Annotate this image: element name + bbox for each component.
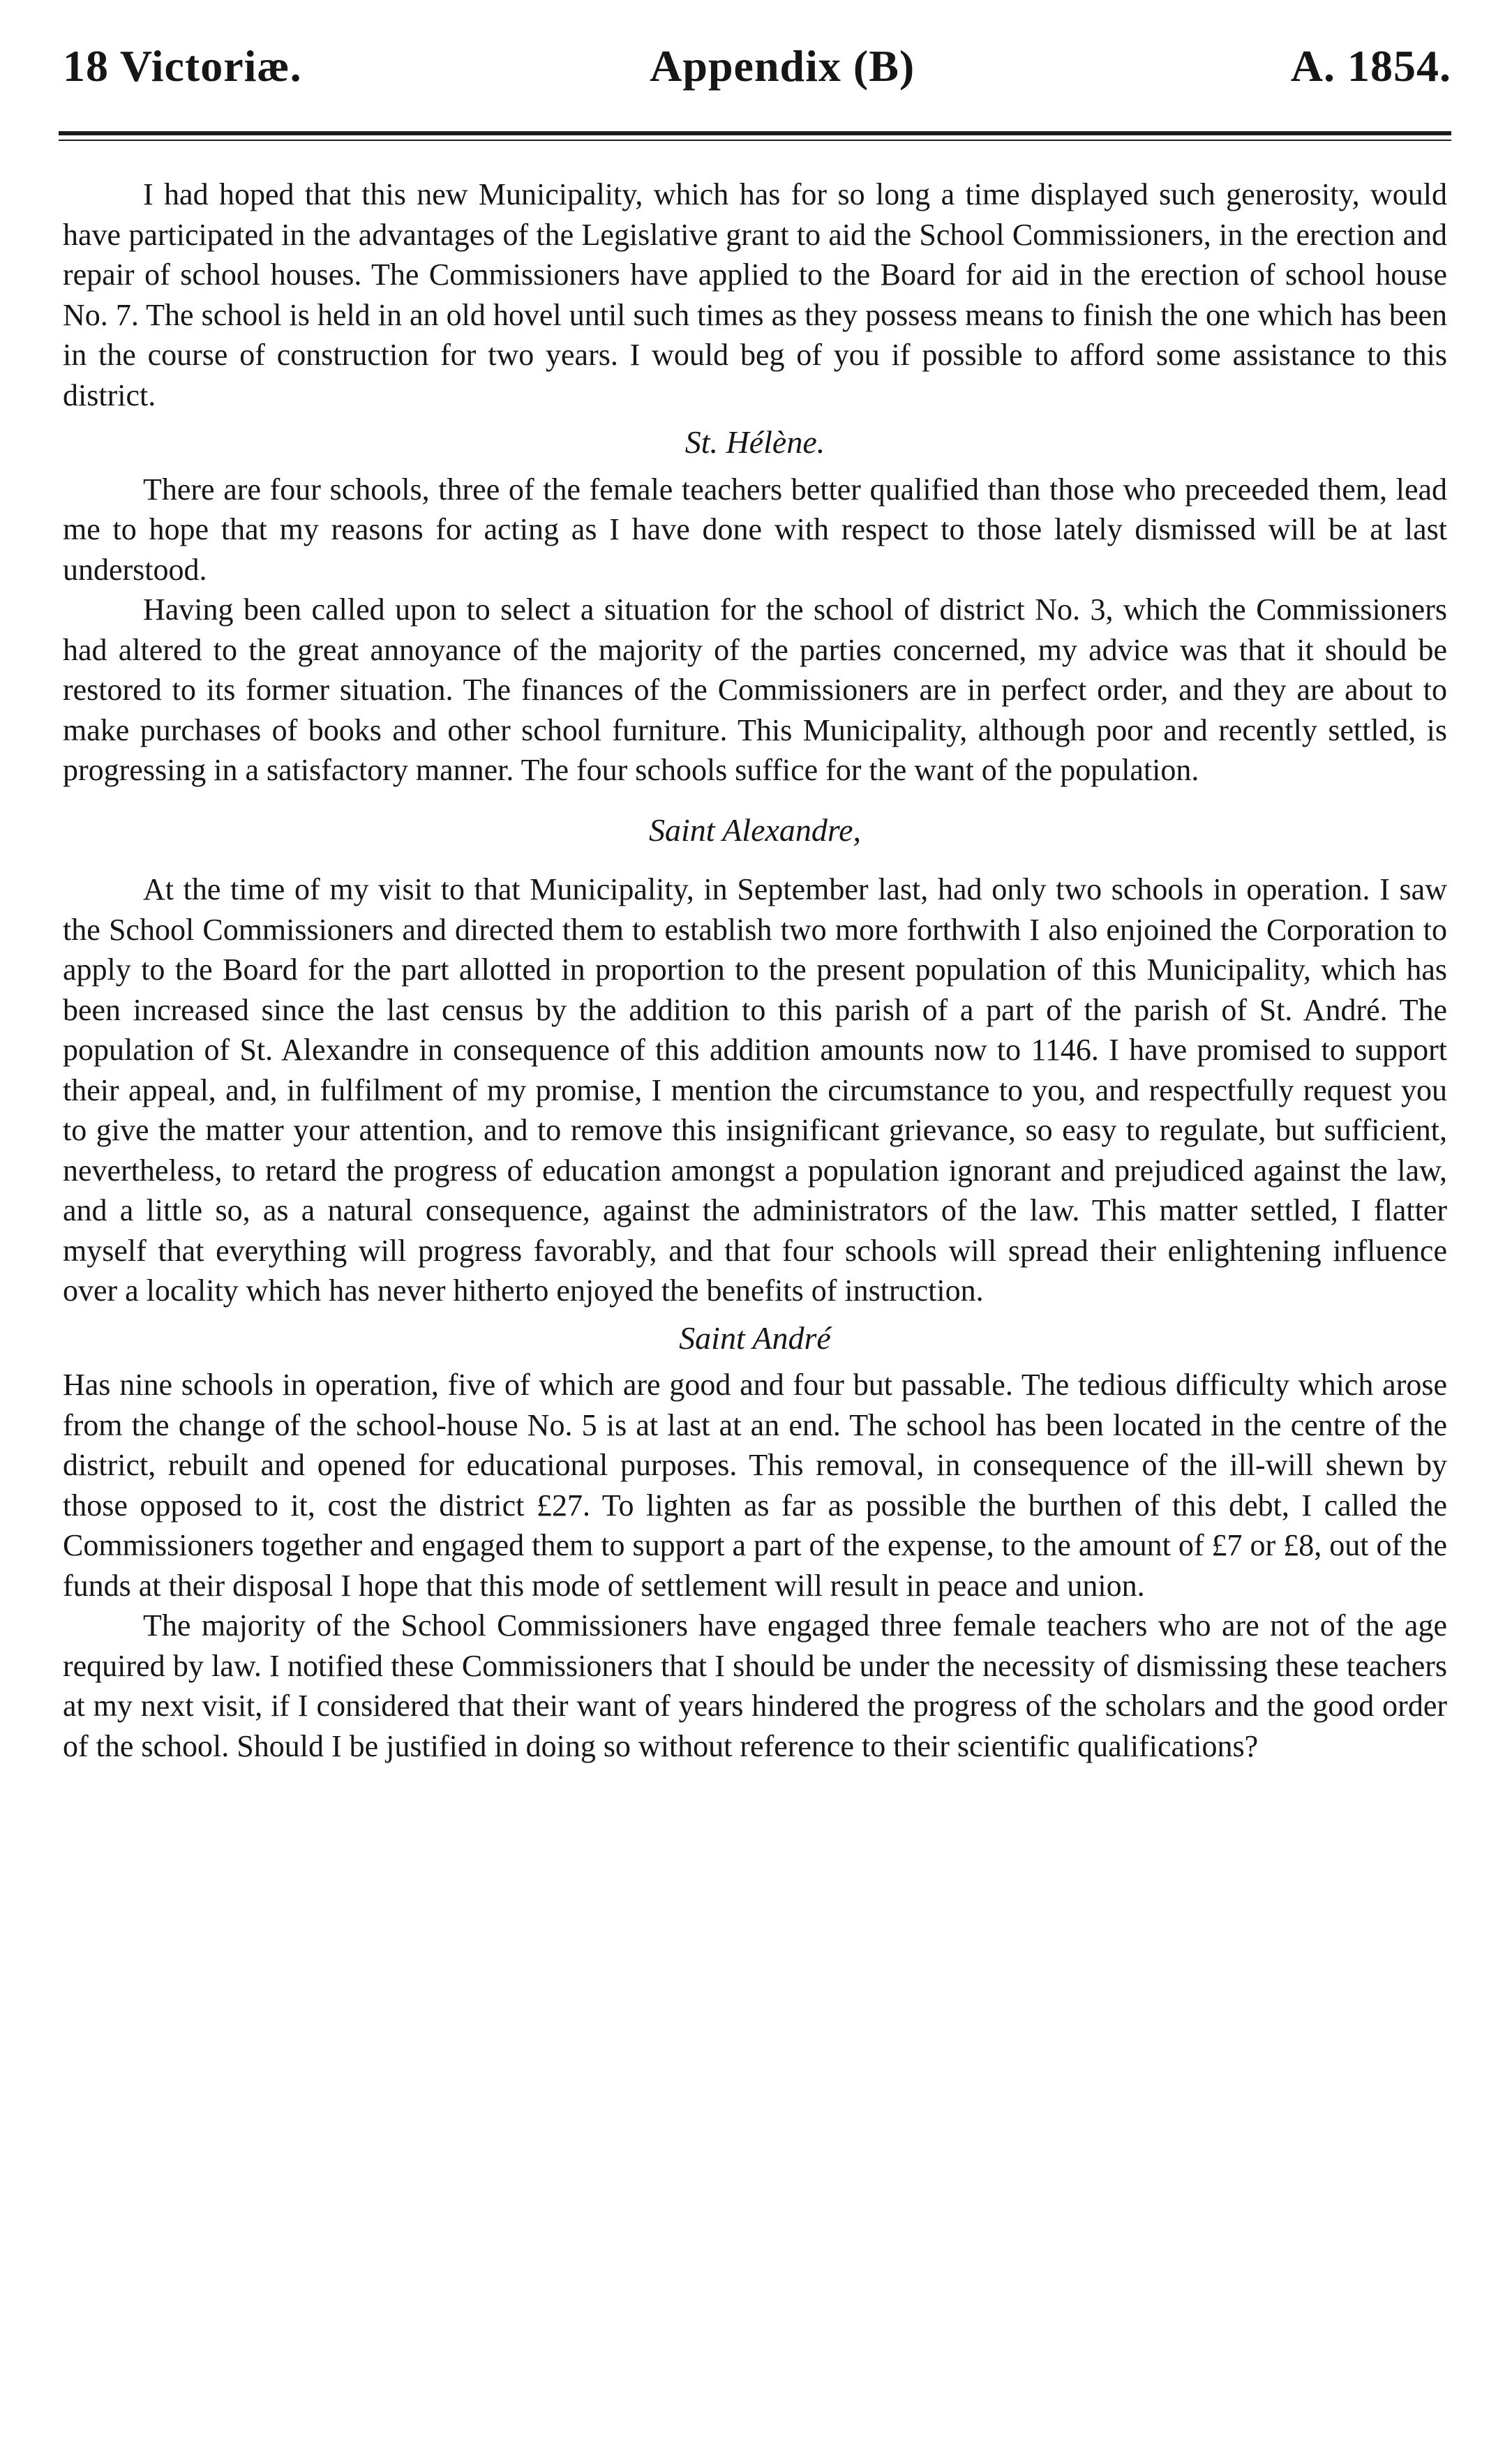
header-rule-thick	[59, 131, 1451, 135]
body-text	[63, 174, 1447, 1766]
header-regnal-year: 18 Victoriæ.	[63, 41, 302, 91]
header-year: A. 1854.	[1290, 41, 1451, 91]
paragraph-saint-alexandre: At the time of my visit to that Municipality, in September last, had only two schools in operation. I saw the School Commissioners and directed them to establish two more forthwith I also enjoined the Corporation to apply to the Board for the part allotted in proportion to the present population of this Municipality, which has been increased since the last census by the addition to this parish of a part of the parish of St. André. The population of St. Alexandre in consequence of this addition amounts now to 1146. I have promised to support their appeal, and, in fulfilment of my promise, I mention the circumstance to you, and respectfully request you to give the matter your attention, and to remove this insignificant grievance, so easy to regulate, but sufficient, nevertheless, to retard the progress of education amongst a population ignorant and prejudiced against the law, and a little so, as a natural consequence, against the administrators of the law. This matter settled, I flatter myself that everything will progress favorably, and that four schools will spread their enlightening influence over a locality which has never hitherto enjoyed the benefits of instruction.	[63, 872, 1447, 1308]
section-heading-saint-andre: Saint André	[679, 1319, 831, 1356]
paragraph-st-helene-district: Having been called upon to select a situation for the school of district No. 3, which the Commissioners had altered to the great annoyance of the majority of the parties concerned, my advice was that it should be restored to its former situation. The finances of the Commissioners are in perfect order, and they are about to make purchases of books and other school furniture. This Municipality, although poor and recently settled, is progressing in a satisfactory manner. The four schools suffice for the want of the population.	[63, 592, 1447, 787]
header-appendix-title: Appendix (B)	[650, 41, 915, 91]
header-rule-thin	[59, 140, 1451, 141]
running-header	[63, 28, 1451, 105]
paragraph-saint-andre-teachers: The majority of the School Commissioners have engaged three female teachers who are not of the age required by law. I notified these Commissioners that I should be under the necessity of dismissing these teachers at my next visit, if I considered that their want of years hindered the progress of the scholars and the good order of the school. Should I be justified in doing so without reference to their scientific qualifications?	[63, 1608, 1447, 1763]
paragraph-municipality-grant: I had hoped that this new Municipality, which has for so long a time displayed such generosity, would have participated in the advantages of the Legislative grant to aid the School Commissioners, in the erection and repair of school houses. The Commissioners have applied to the Board for aid in the erection of school house No. 7. The school is held in an old hovel until such times as they possess means to finish the one which has been in the course of construction for two years. I would beg of you if possible to afford some assistance to this district.	[63, 177, 1447, 412]
paragraph-saint-andre-schools: Has nine schools in operation, five of which are good and four but passable. The tedious difficulty which arose from the change of the school-house No. 5 is at last at an end. The school has been located in the centre of the district, rebuilt and opened for educational purposes. This removal, in consequence of the ill-will shewn by those opposed to it, cost the district £27. To lighten as far as possible the burthen of this debt, I called the Commissioners together and engaged them to support a part of the expense, to the amount of £7 or £8, out of the funds at their disposal I hope that this mode of settlement will result in peace and union.	[63, 1368, 1447, 1603]
section-heading-st-helene: St. Hélène.	[684, 424, 825, 460]
section-heading-saint-alexandre: Saint Alexandre,	[648, 812, 862, 848]
paragraph-st-helene-teachers: There are four schools, three of the female teachers better qualified than those who preceeded them, lead me to hope that my reasons for acting as I have done with respect to those lately dismissed will be at last understood.	[63, 472, 1447, 587]
